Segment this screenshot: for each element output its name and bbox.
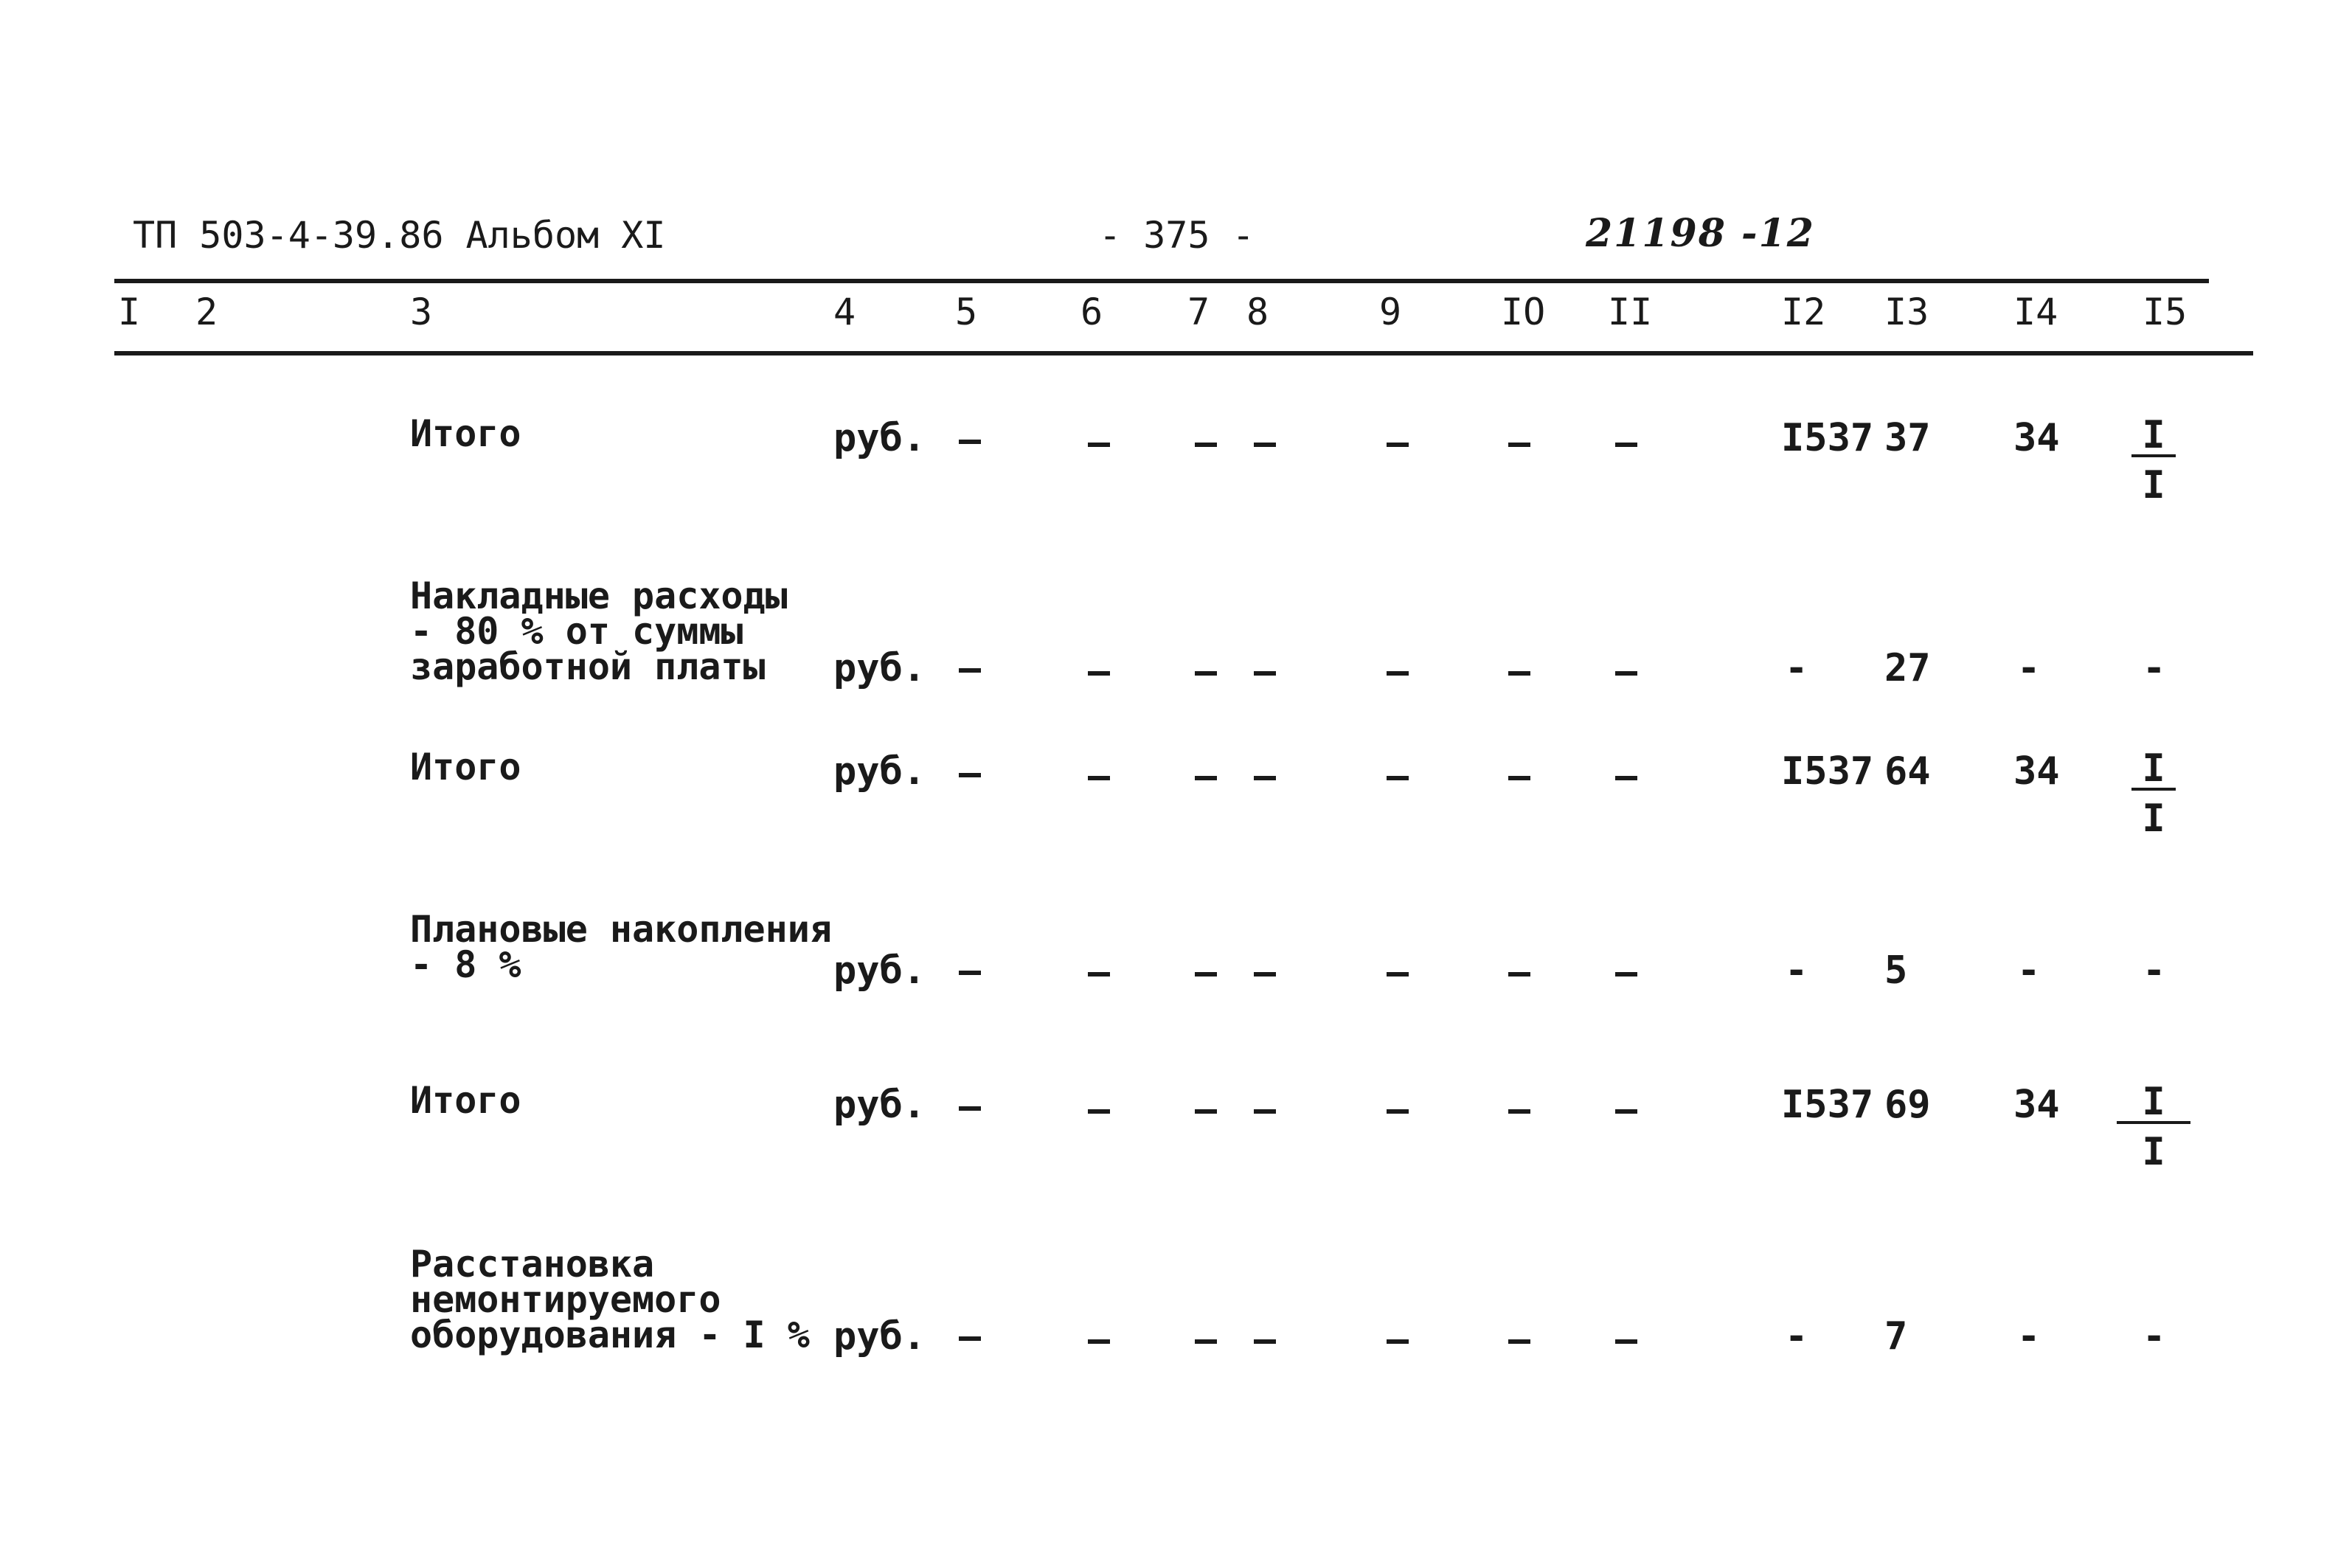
row-value-col13: 7 [1884, 1314, 1908, 1359]
empty-cell-dash [1088, 1339, 1110, 1344]
col-header-7: 7 [1187, 291, 1210, 333]
row-value-col13: 69 [1884, 1083, 1931, 1127]
row-value-col15: - [2143, 948, 2166, 993]
empty-cell-dash [1195, 1109, 1217, 1114]
empty-cell-dash [1254, 443, 1276, 447]
row-description [410, 1243, 810, 1356]
fraction-denominator: I [2142, 797, 2165, 841]
col-header-5: 5 [955, 291, 978, 333]
row-value-col14: 34 [2013, 749, 2060, 794]
col-header-13: I3 [1884, 291, 1929, 333]
row-description-line: заработной платы [410, 645, 766, 688]
row-value-col13: 27 [1884, 646, 1931, 690]
empty-cell-dash [1387, 1109, 1409, 1114]
row-description: Итого [410, 1079, 521, 1122]
row-description-line: немонтируемого [410, 1278, 721, 1321]
fraction-numerator: I [2131, 749, 2176, 791]
empty-cell-dash [1387, 443, 1409, 447]
empty-cell-dash [1615, 972, 1637, 976]
top-rule [114, 279, 2209, 283]
col-header-12: I2 [1781, 291, 1826, 333]
row-value-col12: - [1785, 1314, 1808, 1359]
row-value-col14: - [2017, 1314, 2041, 1359]
row-description [410, 575, 788, 688]
row-description-line: - 80 % от суммы [410, 610, 743, 653]
row-value-col15-fraction [2117, 1080, 2190, 1174]
row-unit: руб. [833, 646, 926, 690]
row-value-col14: - [2017, 646, 2041, 690]
col-header-2: 2 [195, 291, 218, 333]
fraction-numerator: I [2131, 416, 2176, 457]
row-unit: руб. [833, 1083, 926, 1127]
empty-cell-dash [1254, 1109, 1276, 1114]
empty-cell-dash [959, 971, 981, 975]
fraction-denominator: I [2142, 463, 2165, 507]
row-value-col12: - [1785, 948, 1808, 993]
header-bottom-rule [114, 351, 2253, 355]
empty-cell-dash [1088, 776, 1110, 780]
empty-cell-dash [1254, 776, 1276, 780]
empty-cell-dash [1615, 776, 1637, 780]
empty-cell-dash [1508, 671, 1530, 676]
empty-cell-dash [1195, 671, 1217, 676]
row-unit: руб. [833, 1314, 926, 1359]
row-description-line: Плановые накопления [410, 908, 832, 951]
row-unit: руб. [833, 749, 926, 794]
col-header-14: I4 [2013, 291, 2058, 333]
row-value-col15-fraction [2131, 413, 2176, 507]
col-header-1: I [118, 291, 141, 333]
row-value-col13: 5 [1884, 948, 1908, 993]
empty-cell-dash [959, 668, 981, 673]
empty-cell-dash [1254, 1339, 1276, 1344]
col-header-4: 4 [833, 291, 856, 333]
empty-cell-dash [1508, 776, 1530, 780]
empty-cell-dash [1088, 671, 1110, 676]
row-value-col12: - [1785, 646, 1808, 690]
row-value-col15-fraction [2131, 746, 2176, 841]
row-value-col12: I537 [1781, 749, 1874, 794]
empty-cell-dash [1615, 671, 1637, 676]
empty-cell-dash [1387, 671, 1409, 676]
row-value-col14: - [2017, 948, 2041, 993]
empty-cell-dash [1254, 671, 1276, 676]
empty-cell-dash [959, 1106, 981, 1111]
row-description-line: Расстановка [410, 1243, 655, 1286]
empty-cell-dash [1088, 443, 1110, 447]
empty-cell-dash [1615, 443, 1637, 447]
col-header-10: IO [1501, 291, 1546, 333]
col-header-15: I5 [2143, 291, 2188, 333]
empty-cell-dash [1387, 1339, 1409, 1344]
col-header-6: 6 [1080, 291, 1103, 333]
empty-cell-dash [959, 440, 981, 444]
empty-cell-dash [1195, 972, 1217, 976]
empty-cell-dash [1508, 1109, 1530, 1114]
row-description: Итого [410, 412, 521, 455]
col-header-8: 8 [1246, 291, 1269, 333]
empty-cell-dash [1615, 1339, 1637, 1344]
page-number: - 375 - [1099, 214, 1255, 257]
row-value-col15: - [2143, 646, 2166, 690]
empty-cell-dash [1088, 972, 1110, 976]
fraction-numerator: I [2117, 1083, 2190, 1124]
empty-cell-dash [1508, 1339, 1530, 1344]
empty-cell-dash [1088, 1109, 1110, 1114]
row-unit: руб. [833, 416, 926, 460]
row-description: Итого [410, 746, 521, 788]
row-value-col13: 64 [1884, 749, 1931, 794]
empty-cell-dash [1387, 972, 1409, 976]
document-reference: ТП 503-4-39.86 Альбом XI [133, 214, 666, 257]
row-value-col14: 34 [2013, 416, 2060, 460]
empty-cell-dash [1195, 443, 1217, 447]
empty-cell-dash [959, 1336, 981, 1341]
row-value-col15: - [2143, 1314, 2166, 1359]
row-unit: руб. [833, 948, 926, 993]
col-header-3: 3 [410, 291, 433, 333]
col-header-11: II [1608, 291, 1653, 333]
empty-cell-dash [1508, 972, 1530, 976]
empty-cell-dash [1615, 1109, 1637, 1114]
row-description-line: - 8 % [410, 943, 521, 986]
empty-cell-dash [1508, 443, 1530, 447]
empty-cell-dash [1387, 776, 1409, 780]
row-value-col14: 34 [2013, 1083, 2060, 1127]
row-value-col13: 37 [1884, 416, 1931, 460]
row-description [410, 908, 832, 986]
col-header-9: 9 [1379, 291, 1402, 333]
row-value-col12: I537 [1781, 1083, 1874, 1127]
empty-cell-dash [1195, 776, 1217, 780]
row-description-line: Накладные расходы [410, 575, 788, 617]
empty-cell-dash [959, 773, 981, 777]
empty-cell-dash [1195, 1339, 1217, 1344]
handwritten-code: 21198 -12 [1586, 211, 1815, 256]
empty-cell-dash [1254, 972, 1276, 976]
row-description-line: оборудования - I % [410, 1314, 810, 1356]
row-value-col12: I537 [1781, 416, 1874, 460]
fraction-denominator: I [2142, 1130, 2165, 1174]
